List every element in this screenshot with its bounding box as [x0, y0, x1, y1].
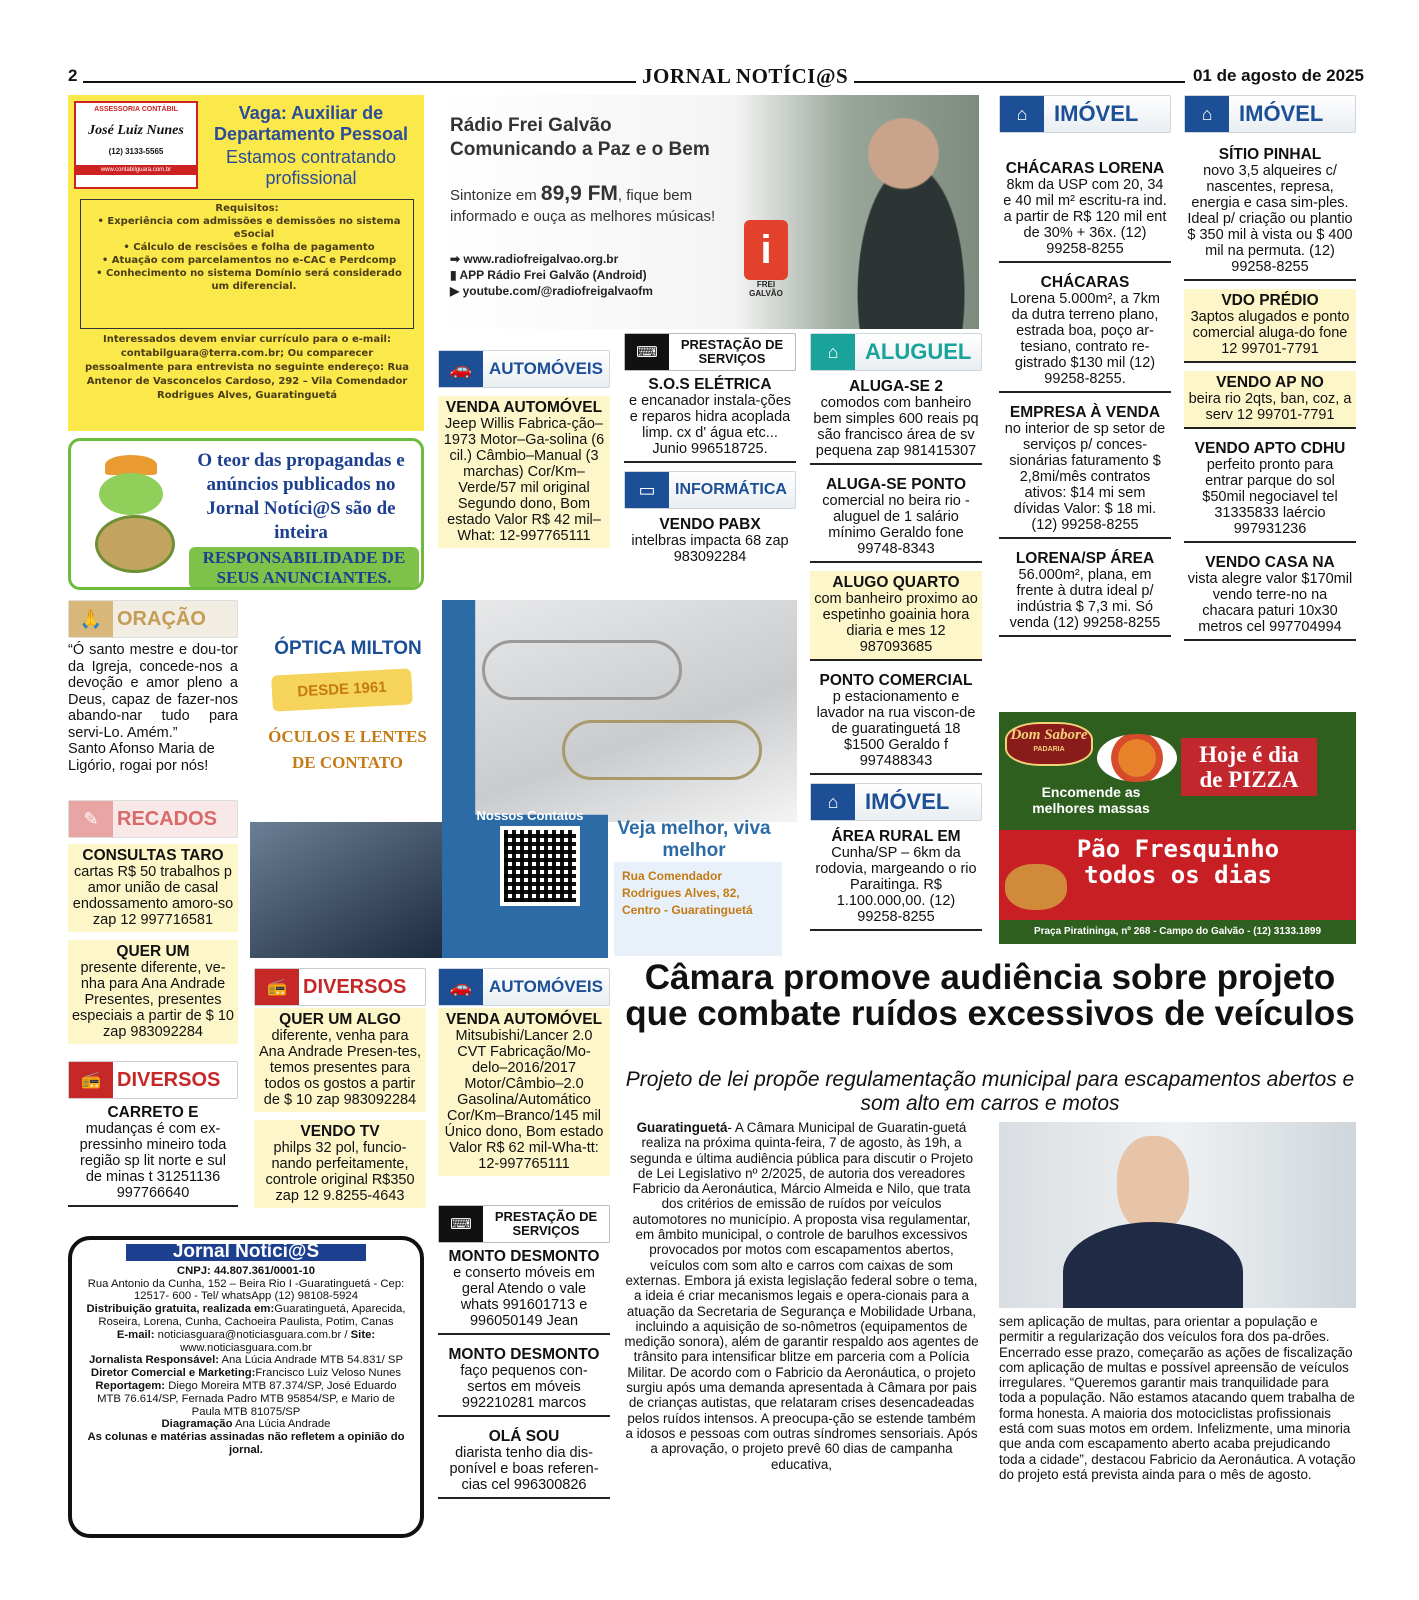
classified-text: perfeito pronto para entrar parque do sol $50mil negociavel tel 31335833 laércio 997931236 [1202, 457, 1338, 537]
classified-heading: VENDO TV [300, 1123, 380, 1140]
imovel-column-1 [999, 95, 1171, 645]
aluguel-ads [810, 375, 982, 775]
classified-ad: ÁREA RURAL EM Cunha/SP – 6km da rodovia, margeando o rio Paraitinga. R$ 1.100.000,00. (12) 99258-8255 [810, 825, 982, 931]
expediente-title: Jornal Notíci@S [126, 1244, 366, 1261]
classified-text: 8km da USP com 20, 34 e 40 mil m² escritu-ra ind. a partir de R$ 120 mil ent de 30% + 36x. (12) 99258-8255 [1003, 177, 1167, 257]
article-column-2: sem aplicação de multas, para orientar a população e permitir a regularização dos veículos fora dos pa-drões. Encerrado esse prazo, começarão as ações de fiscalização com aplicação de multas e possível apreensão de veículos irregulares. “Queremos garantir mais tranquilidade para toda a população. Não estamos atacando quem trabalha de forma honesta. A maioria dos motociclistas profissionais está com suas motos em ordem. Infelizmente, uma minoria que anda com escapamento aberto acaba prejudicando toda a cidade”, destacou Fabricio da Aeronáutica. A votação do projeto está prevista ainda para o mês de agosto. [999, 1314, 1356, 1482]
page-number: 2 [68, 66, 83, 86]
classified-heading: ALUGO QUARTO [832, 574, 960, 591]
classified-ad [438, 1343, 610, 1417]
praying-hands-icon: 🙏 [69, 601, 113, 637]
classified-heading: VENDO CASA NA [1205, 554, 1335, 571]
classified-text: p estacionamento e lavador na rua viscon-de de guaratinguetá 18 $1500 Geraldo f 997488343 [816, 689, 976, 769]
section-header-imovel: ⌂ IMÓVEL [810, 783, 982, 821]
classified-text: 56.000m², plana, em frente à dutra ideal p/ indústria $ 7,3 mi. Só venda (12) 99258-8255 [1009, 567, 1161, 631]
classified-heading: EMPRESA À VENDA [1009, 404, 1161, 421]
radio-logo: i FREI GALVÃO [740, 220, 792, 304]
classified-heading: VDO PRÉDIO [1221, 292, 1319, 309]
councilman-suit [1063, 1222, 1243, 1308]
feather-icon: ✎ [69, 801, 113, 837]
optica-slogan: Veja melhor, viva melhor [617, 818, 771, 861]
imovel-column-2 [1184, 95, 1356, 649]
section-header-diversos: 📻 DIVERSOS [254, 968, 426, 1006]
youtube-icon: ▶ [450, 284, 463, 298]
optica-address: Rua Comendador Rodrigues Alves, 82, Centro - Guaratinguetá [614, 862, 782, 956]
job-title: Vaga: Auxiliar de Departamento Pessoal [213, 103, 409, 144]
arrow-icon: ➡ [450, 252, 464, 266]
imovel-ads-1 [999, 157, 1171, 637]
classified-ad [254, 1008, 426, 1112]
classified-text: no interior de sp setor de serviços p/ conces-sionárias faturamento $ 2,8mi/mês contratos ativos: $14 mi sem dívidas Valor: $ 18 mi. (12) 99258-8255 [1004, 421, 1166, 533]
laptop-user-icon: ⌨ [625, 334, 669, 370]
classified-heading: MONTO DESMONTO [448, 1346, 600, 1363]
radio-person [828, 95, 979, 329]
classified-text: philps 32 pol, funcio-nando perfeitamente, controle original R$350 zap 12 9.8255-4643 [265, 1140, 415, 1204]
radio-app-link[interactable]: ▮ APP Rádio Frei Galvão (Android) [450, 268, 647, 282]
section-header-recados: ✎ RECADOS [68, 800, 238, 838]
radio-youtube-link[interactable]: ▶ youtube.com/@radiofreigalvaofm [450, 284, 653, 298]
article-subhead: Projeto de lei propõe regulamentação municipal para escapamentos abertos e som alto em carros e motos [625, 1068, 1355, 1115]
prestacao-section-1 [624, 333, 796, 569]
classified-ad [1184, 371, 1356, 429]
house-icon: ⌂ [1185, 96, 1229, 132]
diversos-section-1 [254, 968, 426, 1216]
radio-tune: Sintonize em 89,9 FM, fique bem informado e ouça as melhores músicas! [450, 182, 716, 225]
qr-code-icon[interactable] [500, 826, 580, 906]
radio-name: Rádio Frei Galvão [450, 115, 612, 136]
classified-ad [810, 669, 982, 775]
classified-text: cartas R$ 50 trabalhos p amor união de casal endossamento amoro-so zap 12 997716581 [72, 864, 234, 928]
radio-web-link[interactable]: ➡ www.radiofreigalvao.org.br [450, 252, 619, 266]
classified-text: novo 3,5 alqueires c/ nascentes, represa, energia e casa sim-ples. Ideal p/ criação ou plantio $ 350 mil à vista ou $ 400 mil na permuta. (12) 99258-8255 [1187, 163, 1353, 275]
prayer-text: “Ó santo mestre e dou-tor da Igreja, concede-nos a devoção e amor pleno a Deus, capaz de fazer-nos abando-nar tudo para servi-Lo. Amém.” [68, 642, 238, 741]
padaria-order-text: Encomende as melhores massas [1032, 784, 1150, 816]
classified-heading: SÍTIO PINHAL [1218, 146, 1322, 163]
classified-ad [1184, 551, 1356, 641]
edition-date: 01 de agosto de 2025 [1185, 66, 1364, 86]
requirements-list [85, 215, 409, 293]
classified-ad [810, 571, 982, 661]
prayer-saint: Santo Afonso Maria de Ligório, rogai por nós! [68, 741, 215, 774]
classified-ad [68, 940, 238, 1044]
bread-icon [1005, 864, 1067, 910]
classified-heading: LORENA/SP ÁREA [1015, 550, 1155, 567]
section-header-imovel: ⌂ IMÓVEL [1184, 95, 1356, 133]
optica-ad [250, 600, 800, 958]
padaria-bread-text: Pão Fresquinho todos os dias [1076, 835, 1280, 889]
classified-heading: OLÁ SOU [488, 1428, 560, 1445]
diversos-ads [254, 1008, 426, 1208]
classified-ad [999, 271, 1171, 393]
classified-heading: MONTO DESMONTO [448, 1248, 600, 1265]
recados-ads [68, 844, 238, 1044]
section-header-prestacao: ⌨ PRESTAÇÃO DE SERVIÇOS [438, 1205, 610, 1243]
classified-ad [1184, 289, 1356, 363]
classified-text: diferente, venha para Ana Andrade Presen-tes, temos presentes para todos os gostos a partir de $ 10 zap 983092284 [258, 1028, 422, 1108]
laptop-user-icon: ⌨ [439, 1206, 483, 1242]
classified-text: e conserto móveis em geral Atendo o vale whats 991601713 e 996050149 Jean [453, 1265, 595, 1329]
requirement-item: • Experiência com admissões e demissões no sistema eSocial [97, 216, 401, 240]
section-header-aluguel: ⌂ ALUGUEL [810, 333, 982, 371]
oracao-section [68, 600, 238, 774]
classified-ad: CARRETO E mudanças é com ex-pressinho mineiro toda região sp lit norte e sul de minas t 31251136 997766640 [68, 1101, 238, 1207]
classified-ad: VENDA AUTOMÓVEL Mitsubishi/Lancer 2.0 CVT Fabricação/Mo-delo–2016/2017 Motor/Câmbio–2.0 Gasolina/Automático Cor/Km–Branco/145 mil Único dono, Bom estado Valor R$ 62 mil-Wha-tt: 12-997765111 [438, 1008, 610, 1176]
optica-products: ÓCULOS E LENTES DE CONTATO [268, 727, 427, 772]
prestacao-ads [438, 1245, 610, 1499]
radio-slogan: Comunicando a Paz e o Bem [450, 139, 710, 160]
classified-ad [1184, 437, 1356, 543]
job-subtitle: Estamos contratando profissional [225, 147, 397, 188]
classified-text: com banheiro proximo ao espetinho goainia hora diaria e mes 12 987093685 [814, 591, 978, 655]
padaria-logo: Dom Sabore PADARIA [1005, 722, 1093, 766]
diversos-section-2 [68, 1061, 238, 1207]
councilman-head [1117, 1136, 1189, 1232]
classified-ad [999, 547, 1171, 637]
car-icon: 🚗 [439, 351, 483, 387]
radio-ad [438, 95, 979, 329]
house-icon: ⌂ [1000, 96, 1044, 132]
recados-section [68, 800, 238, 1052]
optica-name: ÓPTICA MILTON [274, 638, 422, 659]
radio-icon: 📻 [255, 969, 299, 1005]
accounting-logo: ASSESSORIA CONTÁBIL José Luiz Nunes (12) 3133-5565 www.contabilguara.com.br [74, 101, 198, 189]
page-header [68, 66, 1364, 88]
classified-heading: CONSULTAS TARO [82, 847, 224, 864]
section-header-informatica: ▭ INFORMÁTICA [624, 471, 796, 509]
responsibility-text: O teor das propagandas e anúncios publicados no Jornal Notíci@S são de inteira [197, 450, 405, 543]
classified-heading: QUER UM [116, 943, 190, 960]
classified-text: Lorena 5.000m², a 7km da dutra terreno plano, estrada boa, poço ar-tesiano, contrato re-gistrado $130 mil (12) 99258-8255. [1010, 291, 1160, 387]
section-header-oracao: 🙏 ORAÇÃO [68, 600, 238, 638]
radio-icon: 📻 [69, 1062, 113, 1098]
classified-heading: CHÁCARAS [1040, 274, 1130, 291]
classified-ad [999, 401, 1171, 539]
pasta-bowl-icon [1097, 734, 1177, 782]
optica-photo-sunglasses [250, 822, 442, 958]
classified-ad [999, 157, 1171, 263]
section-header-automoveis: 🚗 AUTOMÓVEIS [438, 350, 610, 388]
house-icon: ⌂ [811, 784, 855, 820]
turtle-mascot-icon [89, 455, 179, 575]
section-header-prestacao: ⌨ PRESTAÇÃO DE SERVIÇOS [624, 333, 796, 371]
classified-heading: QUER UM ALGO [279, 1011, 401, 1028]
requirement-item: • Conhecimento no sistema Domínio será considerado um diferencial. [96, 268, 402, 292]
requirement-item: • Atuação com parcelamentos no e-CAC e Perdcomp [101, 255, 397, 266]
car-icon: 🚗 [439, 969, 483, 1005]
section-header-automoveis: 🚗 AUTOMÓVEIS [438, 968, 610, 1006]
padaria-pizza-badge: Hoje é dia de PIZZA [1181, 738, 1317, 796]
padaria-ad [999, 712, 1356, 944]
padaria-address: Praça Piratininga, nº 268 - Campo do Galvão - (12) 3133.1899 [1033, 926, 1322, 937]
classified-heading: ALUGA-SE PONTO [825, 476, 967, 493]
classified-ad [68, 844, 238, 932]
classified-ad [810, 473, 982, 563]
classified-text: comodos com banheiro bem simples 600 reais pq são francisco área de sv pequena zap 981415307 [813, 395, 979, 459]
article-column-1: Guaratinguetá- A Câmara Municipal de Guaratin-guetá realiza na próxima quinta-feira, 7 de agosto, às 19h, a segunda e última audiência pública para discutir o Projeto de Lei Legislativo nº 2/2025, de autoria dos vereadores Fabricio da Aeronáutica, Márcio Almeida e Nilo, que trata dos critérios de emissão de ruídos por veículos automotores no município. A proposta visa regulamentar, em âmbito municipal, o controle de barulhos excessivos provocados por motos com escapamentos abertos, veículos com som alto e carros com caixas de som externas. Embora já exista legislação federal sobre o tema, a ideia é criar mecanismos legais e opera-cionais para a atuação da Secretaria de Segurança e Mobilidade Urbana, incluindo a aquisição de so-nômetros (equipamentos de medição sonora), além de garantir respaldo aos agentes de trânsito para intensificar blitze em parceria com a Polícia Militar. De acordo com o Fabricio da Aeronáutica, o projeto surgiu após uma demanda apresentada à Câmara por pais de crianças autistas, que relataram crises desencadeadas pelos ruídos intensos. A preocupa-ção se estende também a idosos e pessoas com outras síndromes sensoriais. Após a aprovação, o projeto prevê 60 dias de campanha educativa, [624, 1120, 979, 1472]
expediente-box: Jornal Notíci@S CNPJ: 44.807.361/0001-10 Rua Antonio da Cunha, 152 – Beira Rio I -Guaratinguetá - Cep: 12517- 600 - Tel/ whatsApp (12) 98108-5924 Distribuição gratuita, realizada em:Guaratinguetá, Aparecida, Roseira, Lorena, Cunha, Cachoeira Paulista, Potim, Canas E-mail: noticiasguara@noticiasguara.com.br / Site: www.noticiasguara.com.br Jornalista Responsável: Ana Lúcia Andrade MTB 54.831/ SP Diretor Comercial e Marketing:Francisco Luiz Veloso Nunes Reportagem: Diego Moreira MTB 87.374/SP, José Eduardo MTB 76.614/SP, Fernada Padro MTB 95854/SP, e Mario de Paula MTB 81075/SP Diagramação Ana Lúcia Andrade As colunas e matérias assinadas não refletem a opinião do jornal. [68, 1236, 424, 1538]
classified-ad [438, 1425, 610, 1499]
classified-heading: VENDO APTO CDHU [1194, 440, 1346, 457]
classified-heading: VENDO AP NO [1216, 374, 1324, 391]
classified-text: 3aptos alugados e ponto comercial aluga-do fone 12 99701-7791 [1190, 309, 1350, 357]
imovel-ads-2 [1184, 143, 1356, 641]
classified-ad [1184, 143, 1356, 281]
classified-ad: VENDA AUTOMÓVEL Jeep Willis Fabrica-ção–1973 Motor–Ga-solina (6 cil.) Câmbio–Manual (3 marchas) Cor/Km–Verde/57 mil original Segundo dono, Bom estado Valor R$ 42 mil–What: 12-997765111 [438, 396, 610, 548]
job-ad [68, 95, 424, 431]
classified-heading: CHÁCARAS LORENA [1005, 160, 1165, 177]
radio-logo-icon: i [744, 220, 788, 280]
classified-ad: S.O.S ELÉTRICA e encanador instala-ções e reparos hidra acoplada limp. cx d' água etc... Junio 996518725. [624, 373, 796, 463]
aluguel-section [810, 333, 982, 931]
radio-links [450, 251, 653, 299]
newspaper-title: JORNAL NOTÍCI@S [636, 64, 854, 89]
classified-text: faço pequenos con-sertos em móveis 992210281 marcos [460, 1363, 588, 1411]
responsibility-banner: RESPONSABILIDADE DE SEUS ANUNCIANTES. [189, 547, 419, 589]
phone-icon: ▮ [450, 268, 460, 282]
requirement-item: • Cálculo de rescisões e folha de pagamento [123, 242, 375, 253]
site-link[interactable]: www.noticiasguara.com.br [180, 1341, 312, 1354]
classified-text: comercial no beira rio - aluguel de 1 salário mínimo Geraldo fone 99748-8343 [822, 493, 970, 557]
classified-text: presente diferente, ve-nha para Ana Andrade Presentes, presentes especiais a partir de $ 10 zap 983092284 [71, 960, 234, 1040]
article-photo [999, 1122, 1356, 1308]
section-header-imovel: ⌂ IMÓVEL [999, 95, 1171, 133]
automoveis-section-1 [438, 350, 610, 548]
optica-photo-glasses [442, 600, 797, 822]
classified-text: diarista tenho dia dis-ponível e boas referen-cias cel 996300826 [449, 1445, 599, 1493]
classified-ad [810, 375, 982, 465]
classified-ad [254, 1120, 426, 1208]
classified-heading: ALUGA-SE 2 [849, 378, 943, 395]
prestacao-section-2 [438, 1205, 610, 1507]
article-headline: Câmara promove audiência sobre projeto que combate ruídos excessivos de veículos [625, 958, 1355, 1033]
optica-since-badge: DESDE 1961 [271, 668, 413, 711]
house-icon: ⌂ [811, 334, 855, 370]
classified-ad [438, 1245, 610, 1335]
classified-heading: PONTO COMERCIAL [819, 672, 973, 689]
job-contact: Interessados devem enviar currículo para o e-mail: contabilguara@terra.com.br; Ou comparecer pessoalmente para entrevista no seguinte endereço: Rua Antenor de Vasconcelos Cardoso, 292 – Vila Comendador Rodrigues Alves, Guaratinguetá [84, 334, 410, 401]
section-header-diversos: 📻 DIVERSOS [68, 1061, 238, 1099]
optica-contacts-label: Nossos Contatos [476, 808, 584, 823]
classified-ad: VENDO PABX intelbras impacta 68 zap 983092284 [631, 516, 789, 565]
automoveis-section-2 [438, 968, 610, 1176]
email-link[interactable]: noticiasguara@noticiasguara.com.br / [154, 1328, 351, 1341]
classified-text: beira rio 2qts, ban, coz, a serv 12 99701-7791 [1188, 391, 1352, 423]
responsibility-ad [68, 438, 424, 590]
classified-text: vista alegre valor $170mil vendo terre-no na chacara paturi 10x30 metros cel 997704994 [1187, 571, 1353, 635]
requirements-box: Requisitos: • Experiência com admissões e demissões no sistema eSocial • Cálculo de rescisões e folha de pagamento • Atuação com parcelamentos no e-CAC e Perdcomp • Conhecimento no sistema Domínio será considerado um diferencial. [80, 199, 414, 329]
monitor-icon: ▭ [625, 472, 669, 508]
